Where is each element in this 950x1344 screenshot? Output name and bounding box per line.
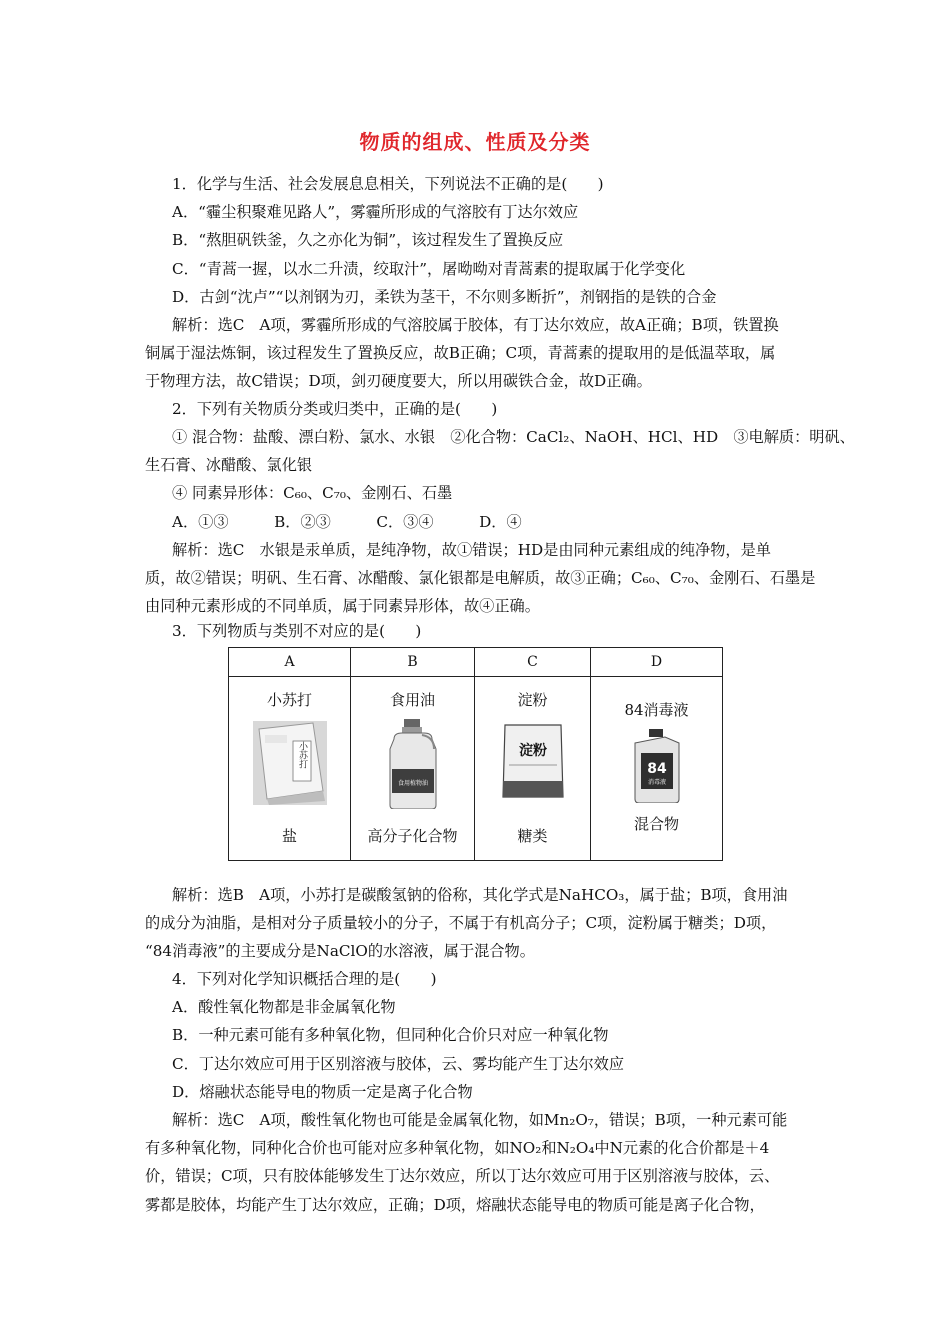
table-cell-d — [591, 677, 722, 860]
question-stem: 1．化学与生活、社会发展息息相关，下列说法不正确的是( ) — [172, 175, 604, 193]
svg-text:消毒液: 消毒液 — [647, 779, 666, 786]
question-stem: 4．下列对化学知识概括合理的是( ) — [172, 970, 437, 988]
table-header-d: D — [591, 648, 723, 677]
question-1 — [172, 170, 812, 311]
question-stem: 3．下列物质与类别不对应的是( ) — [172, 622, 422, 640]
options-line: A．①③ B．②③ C．③④ D．④ — [172, 512, 522, 531]
table-header-b: B — [351, 648, 475, 677]
starch-bag-image — [501, 721, 565, 805]
option-a: A．“霾尘积聚难见路人”，雾霾所形成的气溶胶有丁达尔效应 — [172, 203, 579, 222]
item-line: 生石膏、冰醋酸、氯化银 — [145, 456, 313, 475]
option-d: D．古剑“沈卢”“以剂钢为刃，柔铁为茎干，不尔则多断折”，剂钢指的是铁的合金 — [172, 287, 717, 306]
analysis-line: 价，错误；C项，只有胶体能够发生丁达尔效应，所以丁达尔效应可用于区别溶液与胶体，云、 — [145, 1167, 780, 1186]
svg-text:食用植物油: 食用植物油 — [397, 780, 428, 787]
category-label: 盐 — [281, 827, 297, 845]
analysis-line: 解析：选B A项，小苏打是碳酸氢钠的俗称，其化学式是NaHCO₃，属于盐；B项，食用油 — [172, 886, 788, 904]
question-stem: 2．下列有关物质分类或归类中，正确的是( ) — [172, 400, 498, 418]
item-line: ④ 同素异形体：C₆₀、C₇₀、金刚石、石墨 — [172, 484, 453, 503]
category-label: 混合物 — [633, 815, 679, 833]
question-2-items — [145, 423, 855, 620]
substance-name: 小苏打 — [266, 691, 312, 709]
analysis-line: 解析：选C 水银是汞单质，是纯净物，故①错误；HD是由同种元素组成的纯净物，是单 — [172, 540, 771, 559]
disinfectant-bottle-image — [629, 729, 685, 807]
item-line: ① 混合物：盐酸、漂白粉、氯水、水银 ②化合物：CaCl₂、NaOH、HCl、HD ③电解质：明矾、 — [172, 428, 855, 446]
category-label: 糖类 — [517, 827, 548, 845]
analysis-line: 解析：选C A项，雾霾所形成的气溶胶属于胶体，有丁达尔效应，故A正确；B项，铁置换 — [172, 316, 779, 334]
option-b: B．一种元素可能有多种氧化物，但同种化合价只对应一种氧化物 — [172, 1026, 609, 1045]
page-title: 物质的组成、性质及分类 — [359, 130, 591, 154]
question-3 — [172, 617, 812, 645]
option-d: D．熔融状态能导电的物质一定是离子化合物 — [172, 1082, 473, 1101]
table-cell-c — [475, 677, 590, 860]
analysis-line: 于物理方法，故C错误；D项，剑刃硬度要大，所以用碳铁合金，故D正确。 — [145, 372, 652, 391]
analysis-line: 的成分为油脂，是相对分子质量较小的分子，不属于有机高分子；C项，淀粉属于糖类；D项， — [145, 914, 777, 933]
question-2 — [172, 395, 812, 423]
baking-soda-package-image — [253, 721, 327, 809]
cooking-oil-bottle-image — [384, 719, 442, 813]
category-label: 高分子化合物 — [367, 827, 458, 845]
analysis-1 — [145, 311, 807, 396]
table-cell-b — [351, 677, 474, 860]
analysis-3 — [145, 881, 807, 966]
table-header-a: A — [229, 648, 351, 677]
question-4 — [172, 965, 812, 1106]
substance-name: 淀粉 — [517, 691, 548, 709]
analysis-line: “84消毒液”的主要成分是NaClO的水溶液，属于混合物。 — [145, 942, 535, 961]
svg-text:小苏打: 小苏打 — [296, 741, 307, 769]
analysis-line: 质，故②错误；明矾、生石膏、冰醋酸、氯化银都是电解质，故③正确；C₆₀、C₇₀、金刚石、石墨是 — [145, 569, 816, 588]
analysis-line: 雾都是胶体，均能产生丁达尔效应，正确；D项，熔融状态能导电的物质可能是离子化合物， — [145, 1195, 765, 1214]
svg-text:84: 84 — [646, 761, 667, 777]
svg-text:淀粉: 淀粉 — [518, 743, 547, 759]
analysis-line: 铜属于湿法炼铜，该过程发生了置换反应，故B正确；C项，青蒿素的提取用的是低温萃取，属 — [145, 344, 776, 363]
analysis-line: 解析：选C A项，酸性氧化物也可能是金属氧化物，如Mn₂O₇，错误；B项，一种元素可能 — [172, 1111, 788, 1129]
option-c: C．“青蒿一握，以水二升渍，绞取汁”，屠呦呦对青蒿素的提取属于化学变化 — [172, 259, 686, 278]
options-table — [228, 647, 723, 861]
table-cell-a — [229, 677, 350, 860]
option-c: C．丁达尔效应可用于区别溶液与胶体，云、雾均能产生丁达尔效应 — [172, 1054, 625, 1073]
analysis-line: 有多种氧化物，同种化合价也可能对应多种氧化物，如NO₂和N₂O₄中N元素的化合价都是＋4 — [145, 1139, 770, 1158]
substance-name: 84消毒液 — [624, 701, 689, 719]
option-a: A．酸性氧化物都是非金属氧化物 — [172, 998, 396, 1017]
analysis-4 — [145, 1106, 807, 1219]
substance-name: 食用油 — [389, 691, 435, 709]
analysis-line: 由同种元素形成的不同单质，属于同素异形体，故④正确。 — [145, 597, 540, 616]
option-b: B．“熬胆矾铁釜，久之亦化为铜”，该过程发生了置换反应 — [172, 231, 564, 250]
table-header-c: C — [475, 648, 591, 677]
